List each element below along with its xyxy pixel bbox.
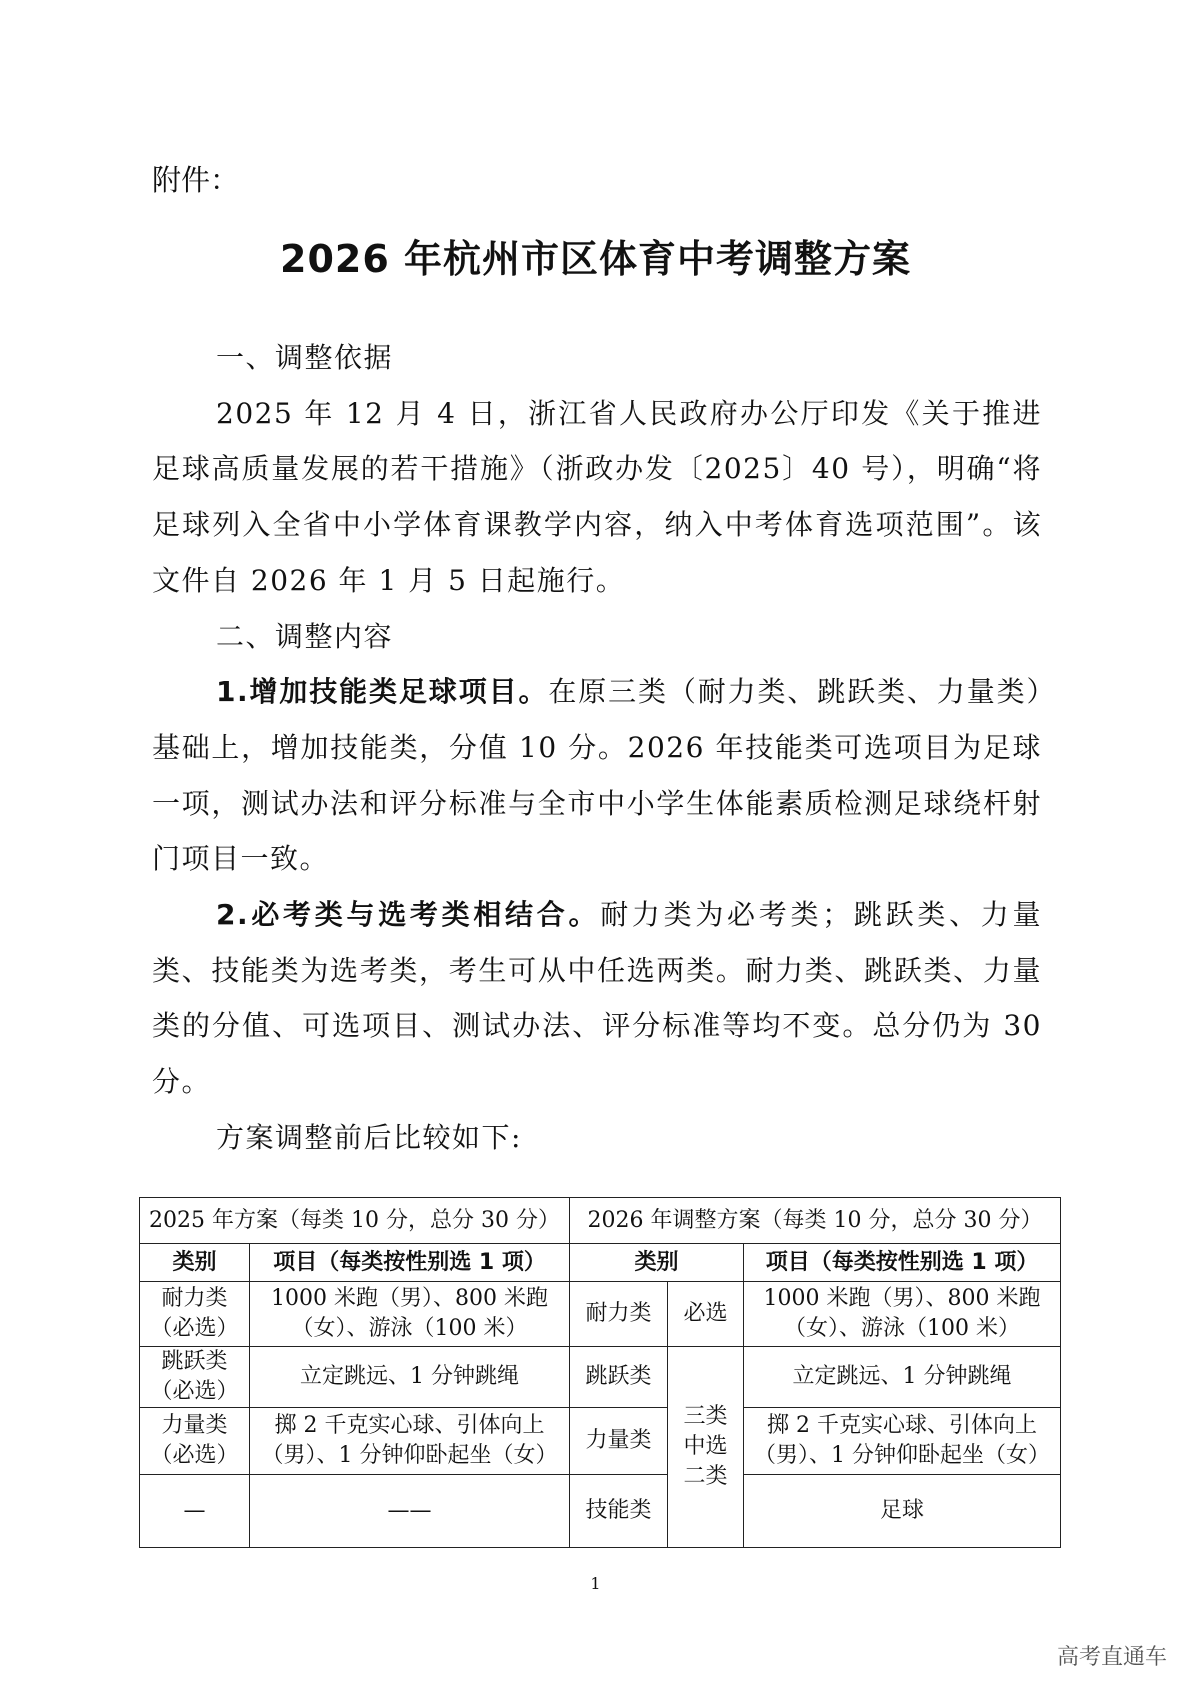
header-2026: 2026 年调整方案（每类 10 分，总分 30 分） (570, 1198, 1061, 1244)
table-row (140, 1408, 1061, 1475)
table-row (140, 1475, 1061, 1548)
cell-2026-category: 力量类 (570, 1408, 668, 1475)
cell-2026-items: 1000 米跑（男）、800 米跑（女）、游泳（100 米） (744, 1282, 1061, 1347)
section1-paragraph: 2025 年 12 月 4 日，浙江省人民政府办公厅印发《关于推进足球高质量发展的若干措施》（浙政办发〔2025〕40 号），明确“将足球列入全省中小学体育课教学内容，纳入中考体育选项范围”。该文件自 2026 年 1 月 5 日起施行。 (152, 396, 1042, 597)
cell-2025-category: 耐力类（必选） (140, 1282, 250, 1347)
item1-text: 在原三类（耐力类、跳跃类、力量类）基础上，增加技能类，分值 10 分。2026 年技能类可选项目为足球一项，测试办法和评分标准与全市中小学生体能素质检测足球绕杆射门项目一致。 (152, 675, 1042, 876)
col-items-2025: 项目（每类按性别选 1 项） (250, 1244, 570, 1282)
comparison-intro: 方案调整前后比较如下: (216, 1120, 522, 1154)
cell-2025-category: 跳跃类（必选） (140, 1347, 250, 1408)
attachment-label: 附件： (152, 163, 240, 197)
table-subheader-row (140, 1244, 1061, 1282)
cell-2026-items: 掷 2 千克实心球、引体向上（男）、1 分钟仰卧起坐（女） (744, 1408, 1061, 1475)
table-row (140, 1282, 1061, 1347)
cell-2026-items: 立定跳远、1 分钟跳绳 (744, 1347, 1061, 1408)
col-category-2025: 类别 (140, 1244, 250, 1282)
watermark: 高考直通车 (1056, 1645, 1167, 1670)
section2-item2 (152, 887, 1042, 1110)
cell-choose-two: 三类中选二类 (668, 1347, 744, 1548)
cell-2026-category: 耐力类 (570, 1282, 668, 1347)
section2-heading: 二、调整内容 (216, 619, 394, 653)
item2-lead: 2.必考类与选考类相结合。 (216, 898, 601, 932)
cell-2025-category: — (140, 1475, 250, 1548)
header-2025: 2025 年方案（每类 10 分，总分 30 分） (140, 1198, 570, 1244)
cell-2025-items: 掷 2 千克实心球、引体向上（男）、1 分钟仰卧起坐（女） (250, 1408, 570, 1475)
table-header-row (140, 1198, 1061, 1244)
cell-2026-category: 技能类 (570, 1475, 668, 1548)
item2-text: 耐力类为必考类；跳跃类、力量类、技能类为选考类，考生可从中任选两类。耐力类、跳跃类、力量类的分值、可选项目、测试办法、评分标准等均不变。总分仍为 30 分。 (152, 898, 1042, 1099)
cell-2025-items: —— (250, 1475, 570, 1548)
cell-2026-category: 跳跃类 (570, 1347, 668, 1408)
page-number: 1 (590, 1574, 601, 1593)
col-items-2026: 项目（每类按性别选 1 项） (744, 1244, 1061, 1282)
cell-2025-items: 立定跳远、1 分钟跳绳 (250, 1347, 570, 1408)
comparison-table (139, 1197, 1061, 1548)
item1-lead: 1.增加技能类足球项目。 (216, 675, 549, 709)
col-category-2026: 类别 (570, 1244, 744, 1282)
cell-required: 必选 (668, 1282, 744, 1347)
document-title: 2026 年杭州市区体育中考调整方案 (280, 237, 911, 281)
document-body (152, 330, 1042, 1166)
cell-2025-category: 力量类（必选） (140, 1408, 250, 1475)
table-row (140, 1347, 1061, 1408)
cell-2026-items: 足球 (744, 1475, 1061, 1548)
section1-heading: 一、调整依据 (216, 341, 394, 374)
section2-item1 (152, 664, 1042, 887)
cell-2025-items: 1000 米跑（男）、800 米跑（女）、游泳（100 米） (250, 1282, 570, 1347)
